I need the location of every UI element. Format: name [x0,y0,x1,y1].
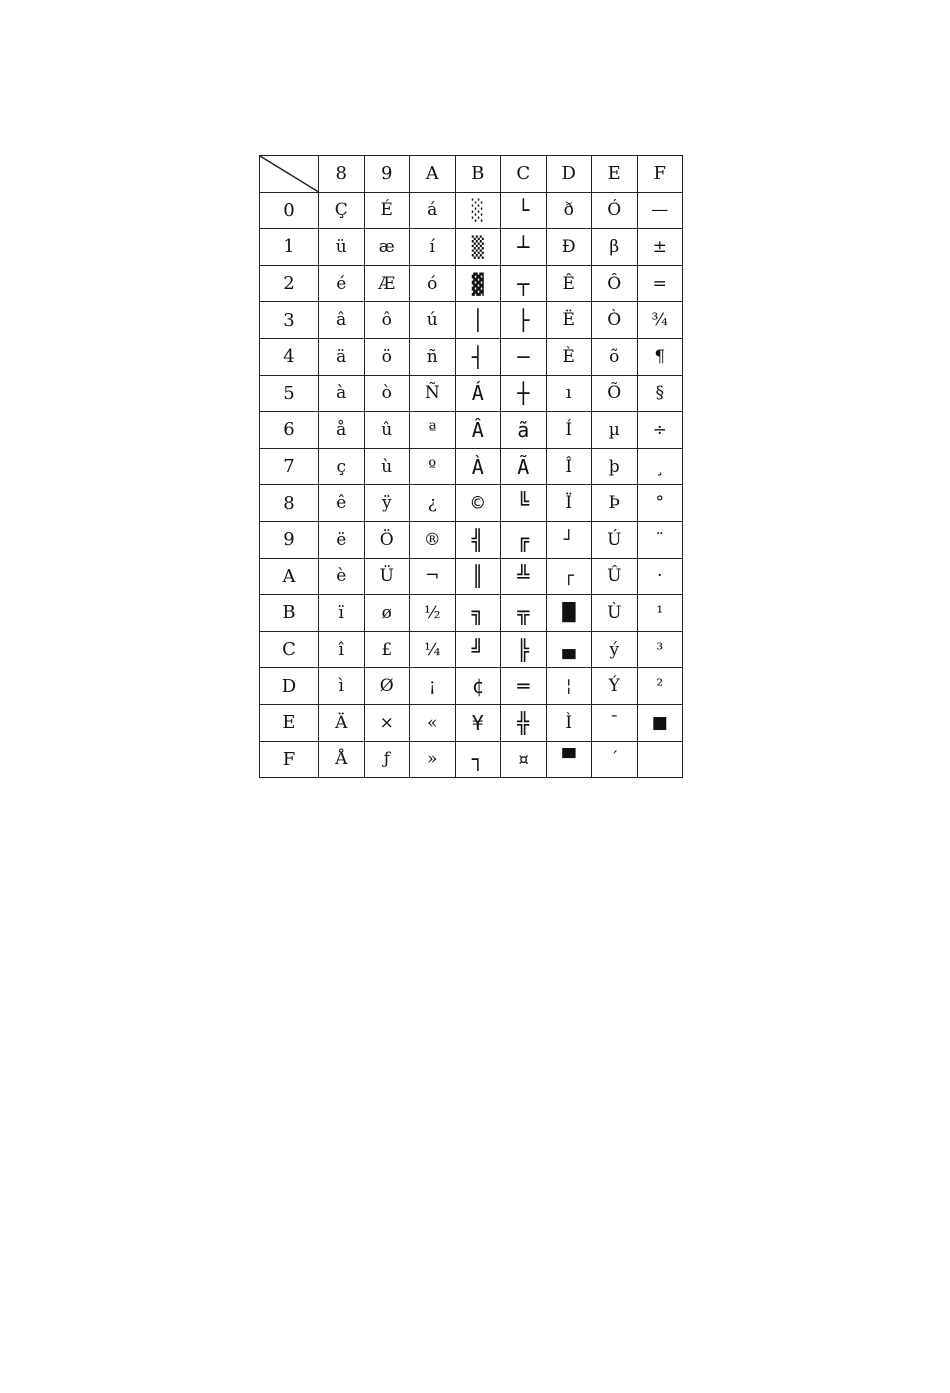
column-header-row [260,156,683,193]
column-header: 9 [364,156,410,193]
character-cell: » [410,741,456,778]
character-cell: ¦ [546,668,592,705]
character-cell: í [410,229,456,266]
character-cell: ë [319,521,365,558]
row-header: 1 [260,229,319,266]
character-cell: Ø [364,668,410,705]
character-cell: ¤ [501,741,547,778]
character-cell: ╝ [455,631,501,668]
row-header: 9 [260,521,319,558]
character-cell: ¡ [410,668,456,705]
character-cell: ¿ [410,485,456,522]
character-cell: Å [319,741,365,778]
character-cell: ▀ [546,741,592,778]
character-cell: × [364,704,410,741]
row-header: 7 [260,448,319,485]
character-cell: Ï [546,485,592,522]
table-body [260,192,683,778]
character-cell: ┼ [501,375,547,412]
character-cell: ╔ [501,521,547,558]
character-cell: Ì [546,704,592,741]
character-cell: ³ [637,631,683,668]
character-cell: Ë [546,302,592,339]
character-cell: ¨ [637,521,683,558]
table-row [260,448,683,485]
character-cell: Æ [364,265,410,302]
character-cell: å [319,412,365,449]
character-cell: ä [319,338,365,375]
table-row [260,265,683,302]
character-cell: ì [319,668,365,705]
row-header: 2 [260,265,319,302]
character-cell: Ó [592,192,638,229]
character-cell: Ã [501,448,547,485]
character-cell: Á [455,375,501,412]
column-header: F [637,156,683,193]
character-cell: ¢ [455,668,501,705]
character-cell: Ç [319,192,365,229]
diagonal-line-icon [260,156,318,192]
row-header: 5 [260,375,319,412]
character-cell: └ [501,192,547,229]
character-cell: ┤ [455,338,501,375]
character-cell: ╩ [501,558,547,595]
character-cell: ─ [501,338,547,375]
character-cell: Ô [592,265,638,302]
character-cell: Þ [592,485,638,522]
character-cell: Û [592,558,638,595]
character-cell: ƒ [364,741,410,778]
character-cell [637,741,683,778]
character-cell: ├ [501,302,547,339]
character-cell: β [592,229,638,266]
row-header: E [260,704,319,741]
character-cell: ÿ [364,485,410,522]
character-cell: ┬ [501,265,547,302]
character-cell: á [410,192,456,229]
character-cell: ║ [455,558,501,595]
character-cell: ñ [410,338,456,375]
character-cell: © [455,485,501,522]
character-cell: ¶ [637,338,683,375]
character-cell: ø [364,595,410,632]
character-cell: Ý [592,668,638,705]
table-row [260,668,683,705]
character-cell: ê [319,485,365,522]
character-cell: Ð [546,229,592,266]
character-cell: Í [546,412,592,449]
table-row [260,412,683,449]
character-cell: Â [455,412,501,449]
character-cell: ÷ [637,412,683,449]
character-cell: « [410,704,456,741]
character-cell: ╣ [455,521,501,558]
table-row [260,192,683,229]
character-cell: ´ [592,741,638,778]
character-cell: ò [364,375,410,412]
row-header: F [260,741,319,778]
table-row [260,338,683,375]
character-cell: È [546,338,592,375]
character-cell: — [637,192,683,229]
row-header: C [260,631,319,668]
row-header: 4 [260,338,319,375]
character-cell: ¾ [637,302,683,339]
table-row [260,229,683,266]
character-cell: µ [592,412,638,449]
character-cell: ╦ [501,595,547,632]
character-cell: õ [592,338,638,375]
character-cell: ■ [637,704,683,741]
character-cell: ¬ [410,558,456,595]
row-header: 0 [260,192,319,229]
table-row [260,375,683,412]
character-cell: ® [410,521,456,558]
character-cell: Ä [319,704,365,741]
character-cell: ¯ [592,704,638,741]
character-cell: ± [637,229,683,266]
character-cell: § [637,375,683,412]
character-cell: ═ [501,668,547,705]
character-cell: ù [364,448,410,485]
row-header: 8 [260,485,319,522]
column-header: C [501,156,547,193]
character-cell: ã [501,412,547,449]
character-cell: Ü [364,558,410,595]
row-header: 6 [260,412,319,449]
table-row [260,558,683,595]
character-cell: = [637,265,683,302]
column-header: E [592,156,638,193]
character-cell: ð [546,192,592,229]
character-cell: ▓ [455,265,501,302]
character-cell: º [410,448,456,485]
character-cell: Õ [592,375,638,412]
character-cell: ╗ [455,595,501,632]
column-header: D [546,156,592,193]
table-row [260,302,683,339]
table-row [260,631,683,668]
table-row [260,741,683,778]
corner-cell [260,156,319,193]
character-cell: ┐ [455,741,501,778]
table-row [260,521,683,558]
character-cell: ┘ [546,521,592,558]
character-cell: ° [637,485,683,522]
character-cell: ┌ [546,558,592,595]
character-cell: æ [364,229,410,266]
character-cell: â [319,302,365,339]
character-cell: À [455,448,501,485]
character-code-table [259,155,683,778]
table-row [260,704,683,741]
character-cell: Ò [592,302,638,339]
character-cell: ▄ [546,631,592,668]
row-header: D [260,668,319,705]
character-cell: é [319,265,365,302]
character-cell: Ê [546,265,592,302]
character-cell: î [319,631,365,668]
character-cell: ï [319,595,365,632]
character-cell: è [319,558,365,595]
character-cell: ¼ [410,631,456,668]
character-cell: £ [364,631,410,668]
character-cell: ½ [410,595,456,632]
row-header: A [260,558,319,595]
character-cell: É [364,192,410,229]
character-cell: û [364,412,410,449]
character-cell: Ö [364,521,410,558]
row-header: B [260,595,319,632]
character-cell: ı [546,375,592,412]
character-cell: ¹ [637,595,683,632]
character-cell: ² [637,668,683,705]
character-cell: ý [592,631,638,668]
character-cell: ó [410,265,456,302]
character-cell: Ú [592,521,638,558]
character-cell: þ [592,448,638,485]
character-cell: │ [455,302,501,339]
character-cell: ╚ [501,485,547,522]
character-cell: · [637,558,683,595]
character-cell: ¥ [455,704,501,741]
table-row [260,485,683,522]
character-cell: ü [319,229,365,266]
character-cell: Î [546,448,592,485]
table-row [260,595,683,632]
character-cell: ▒ [455,229,501,266]
column-header: A [410,156,456,193]
column-header: 8 [319,156,365,193]
character-cell: ░ [455,192,501,229]
character-cell: Ñ [410,375,456,412]
character-cell: ú [410,302,456,339]
column-header: B [455,156,501,193]
character-cell: ╠ [501,631,547,668]
character-cell: Ù [592,595,638,632]
character-cell: ¸ [637,448,683,485]
character-cell: ª [410,412,456,449]
row-header: 3 [260,302,319,339]
character-cell: ô [364,302,410,339]
character-cell: █ [546,595,592,632]
character-cell: ┴ [501,229,547,266]
character-cell: ╬ [501,704,547,741]
character-cell: ç [319,448,365,485]
character-cell: à [319,375,365,412]
character-cell: ö [364,338,410,375]
